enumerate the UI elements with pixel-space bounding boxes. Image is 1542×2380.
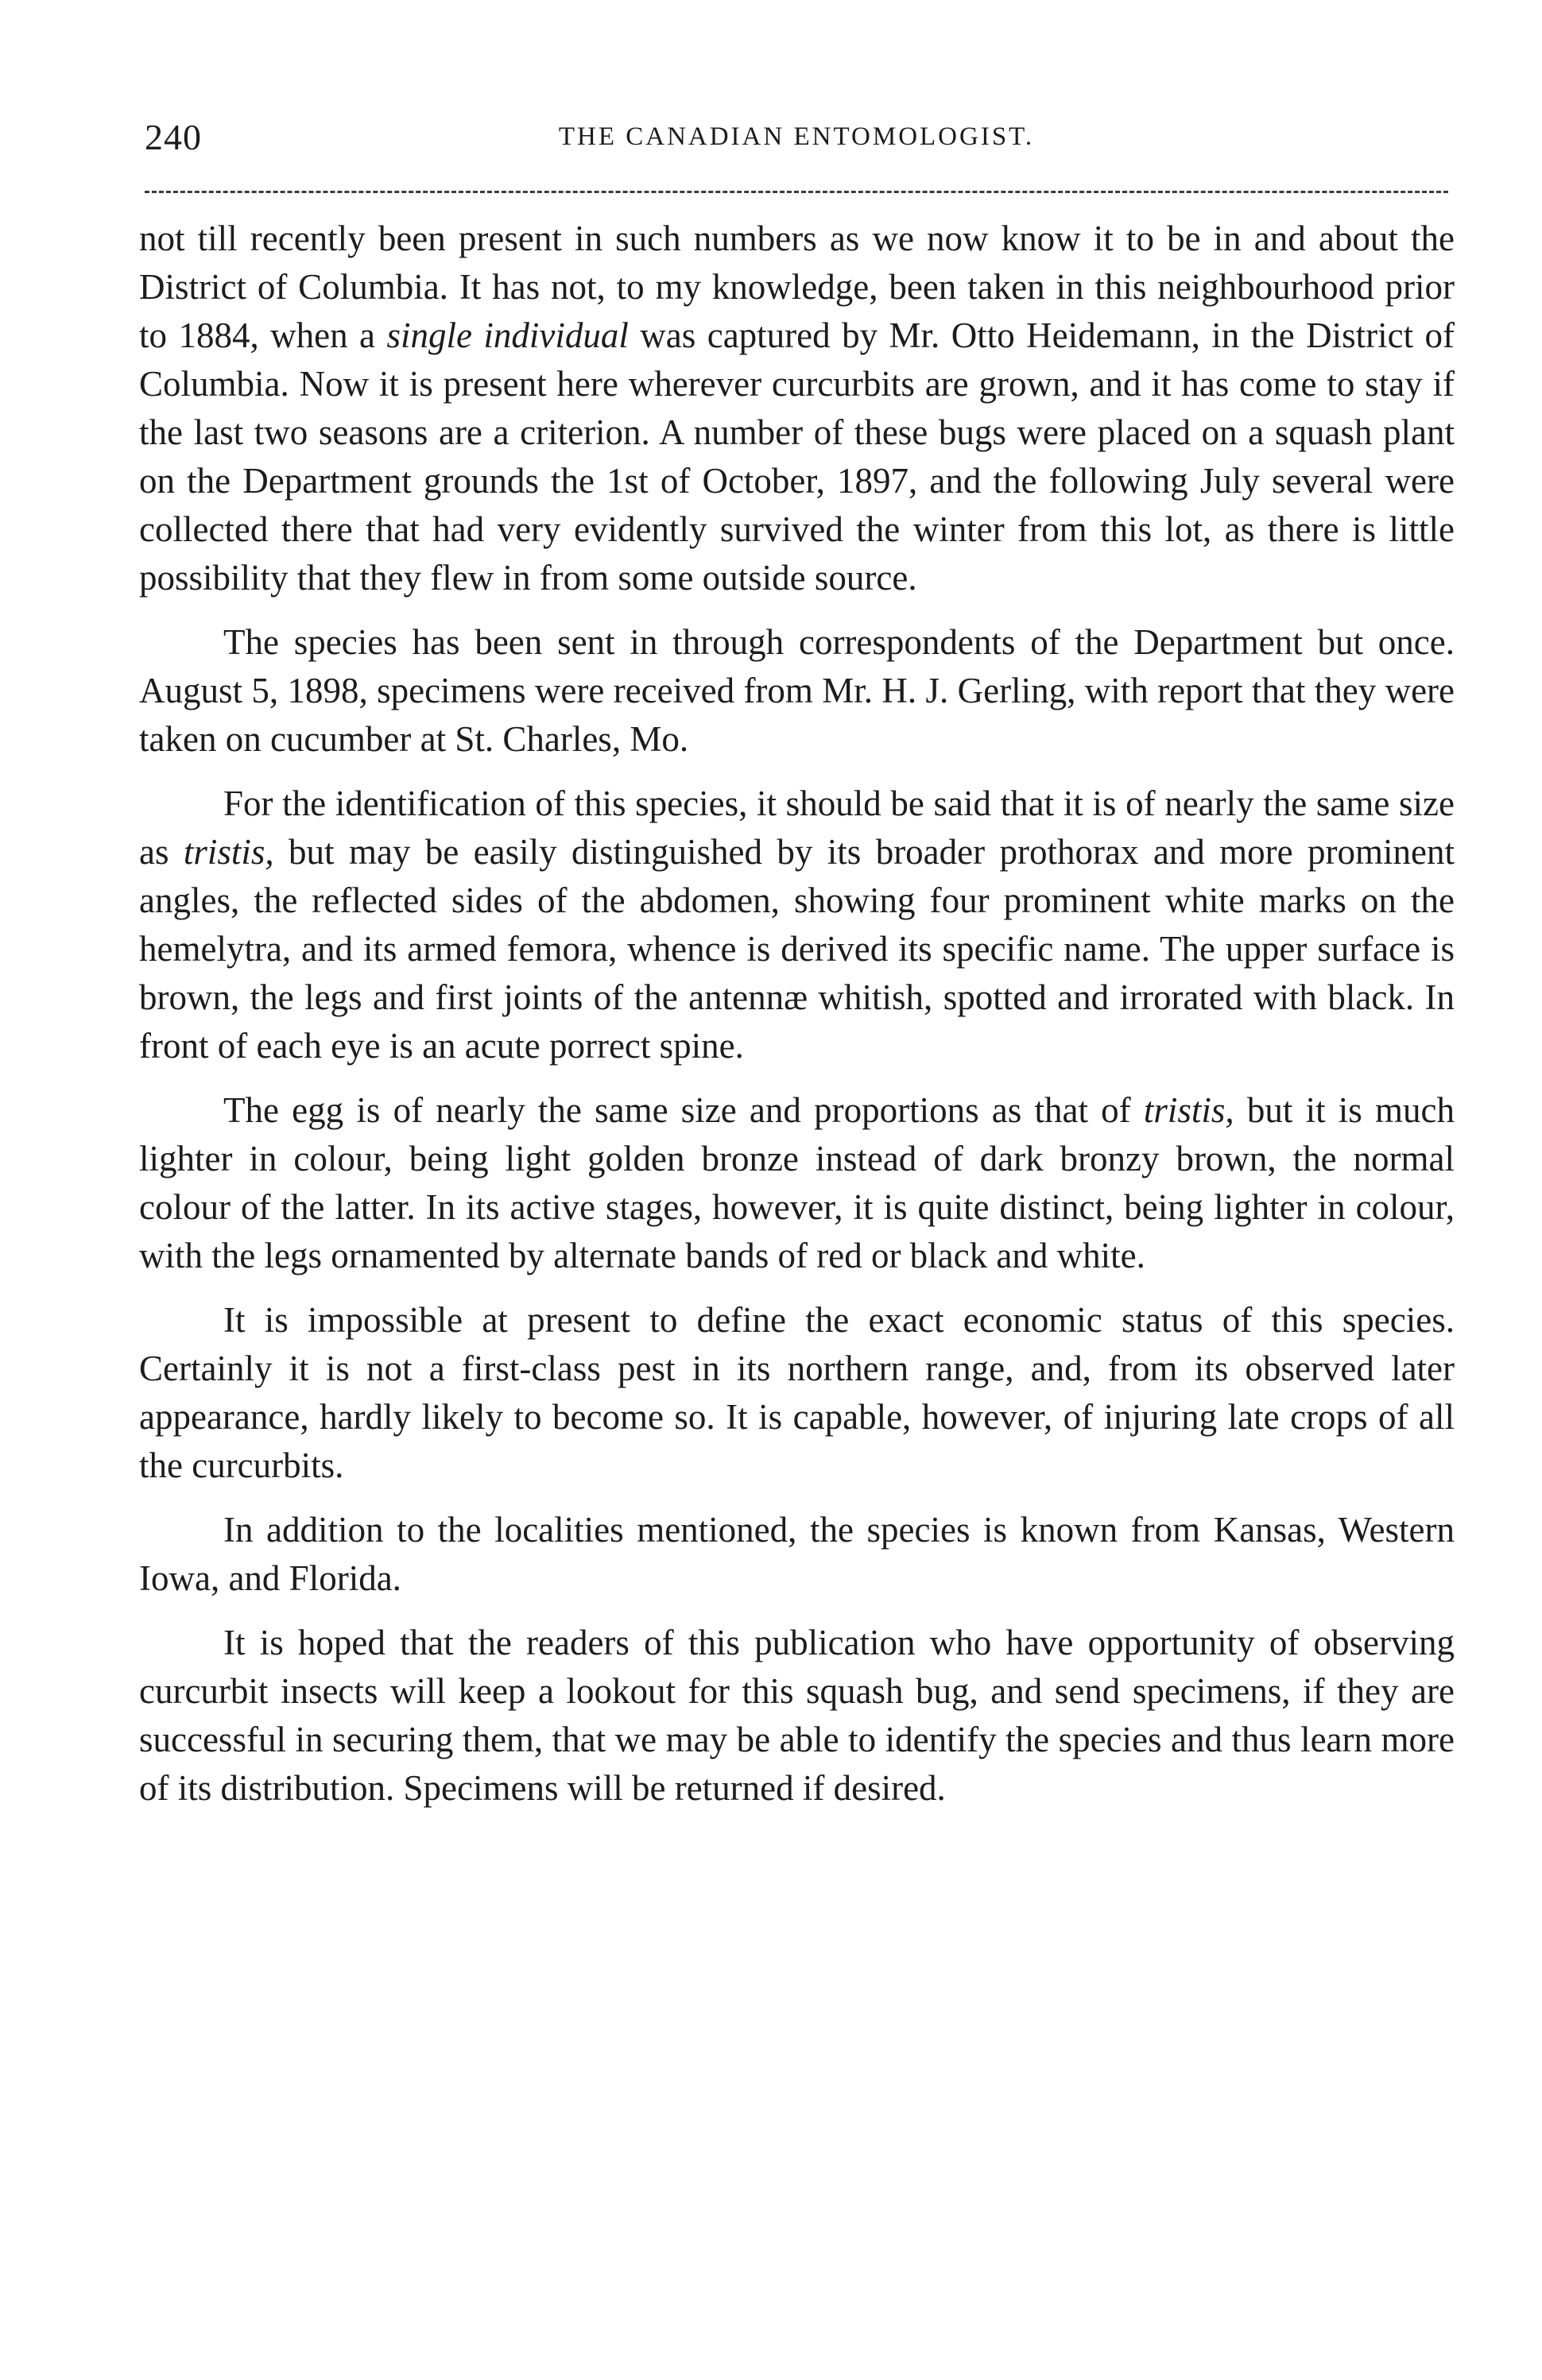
p7-text: It is hoped that the readers of this publication who have opportunity of observing curcurbit insects will keep a lookout for this squash bug, and send specimens, if they are successful in securing them, that we may be able to identify the species and thus learn more of its distribution. Specimens will be returned if desired. [139,1623,1455,1808]
p3-text-b: but may be easily distinguished by its broader prothorax and more prominent angles, the reflected sides of the abdomen, showing four prominent white marks on the hemelytra, and its armed femora, whence is derived its specific name. The upper surface is brown, the legs and first joints of the antennæ whitish, spotted and irrorated with black. In front of each eye is an acute porrect spine. [139,832,1455,1066]
p6-text: In addition to the localities mentioned, the species is known from Kansas, Western Iowa, and Florida. [139,1510,1455,1598]
paragraph-4 [139,1086,1455,1280]
p2-text: The species has been sent in through correspondents of the Department but once. August 5, 1898, specimens were received from Mr. H. J. Gerling, with report that they were taken on cucumber at St. Charles, Mo. [139,622,1455,759]
p1-italic-single-individual: single individual [386,315,629,355]
page-header [145,116,1448,164]
running-title: THE CANADIAN ENTOMOLOGIST. [558,122,1035,151]
paragraph-7 [139,1619,1455,1813]
p4-italic-tristis: tristis, [1143,1090,1234,1130]
paragraph-2 [139,618,1455,764]
article-body [139,215,1455,1829]
paragraph-3 [139,780,1455,1070]
paragraph-1 [139,215,1455,602]
header-rule [145,191,1448,193]
p5-text: It is impossible at present to define the exact economic status of this species. Certainly it is not a first-class pest in its northern range, and, from its observed later appearance, hardly likely to become so. It is capable, however, of injuring late crops of all the curcurbits. [139,1300,1455,1485]
paragraph-6 [139,1506,1455,1603]
p4-text-a: The egg is of nearly the same size and proportions as that of [223,1090,1144,1130]
p3-text-a: For the identification of this species, it should be said that it is of nearly the same size as [139,784,1455,872]
paragraph-5 [139,1296,1455,1490]
p4-text-b: but it is much lighter in colour, being light golden bronze instead of dark bronzy brown, the normal colour of the latter. In its active stages, however, it is quite distinct, being lighter in colour, with the legs ornamented by alternate bands of red or black and white. [139,1090,1455,1275]
page-number: 240 [145,117,202,157]
p1-text-a: not till recently been present in such numbers as we now know it to be in and about the District of Columbia. It has not, to my knowledge, been taken in this neighbourhood prior to 1884, when a [139,219,1455,355]
p1-text-b: was captured by Mr. Otto Heidemann, in the District of Columbia. Now it is present here wherever curcurbits are grown, and it has come to stay if the last two seasons are a criterion. A number of these bugs were placed on a squash plant on the Department grounds the 1st of October, 1897, and the following July several were collected there that had very evidently survived the winter from this lot, as there is little possibility that they flew in from some outside source. [139,315,1455,598]
p3-italic-tristis: tristis, [183,832,274,872]
